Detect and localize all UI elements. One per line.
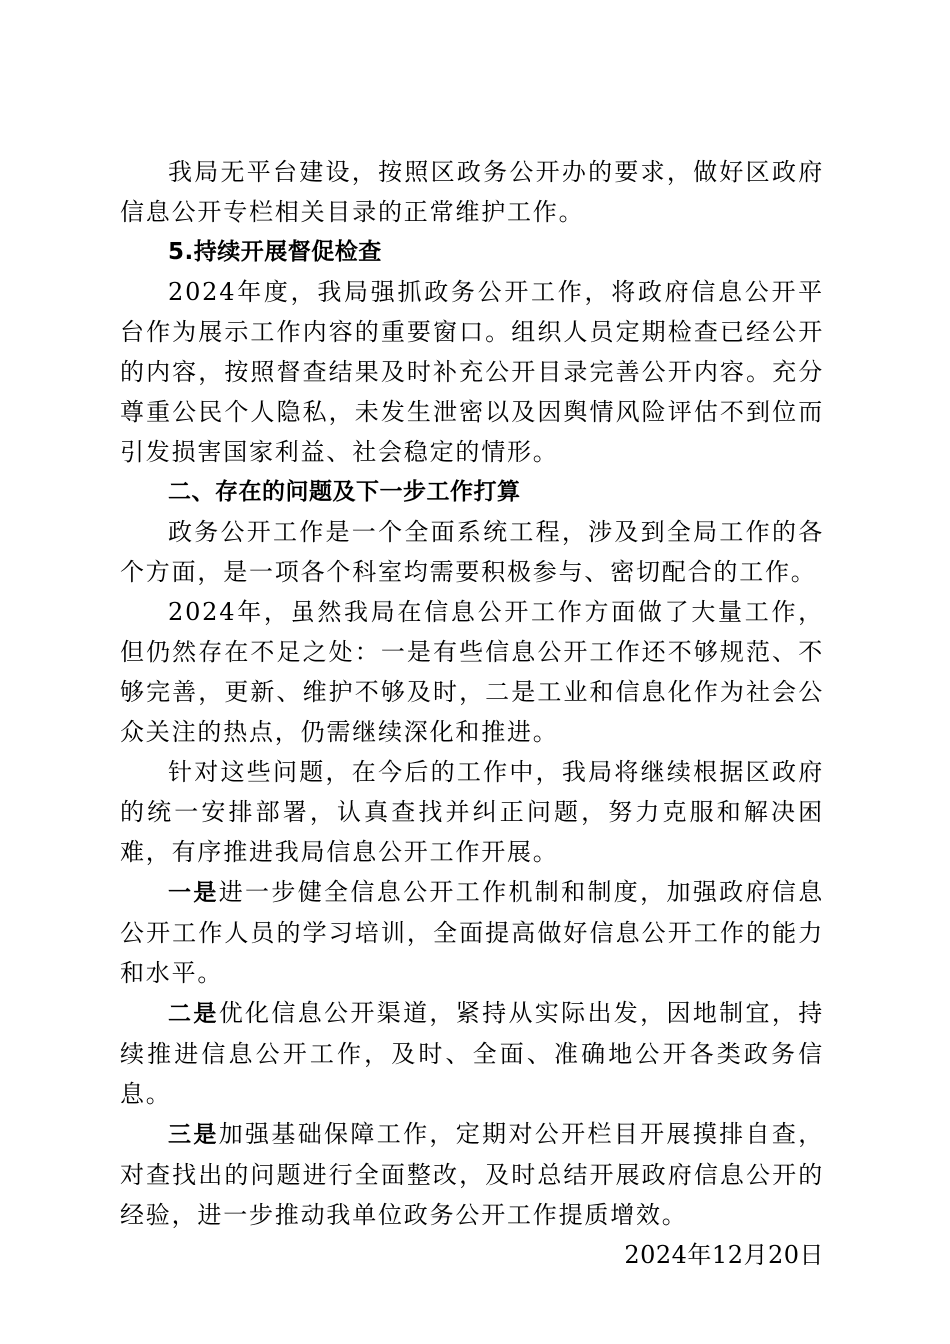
item-two-lead: 二是: [168, 1001, 219, 1027]
document-date: 2024年12月20日: [624, 1241, 824, 1269]
paragraph-supervision: 2024年度，我局强抓政务公开工作，将政府信息公开平台作为展示工作内容的重要窗口。组织人员定期检查已经公开的内容，按照督查结果及时补充公开目录完善公开内容。充分尊重公民个人隐私，未发生泄密以及因舆情风险评估不到位而引发损害国家利益、社会稳定的情形。: [120, 278, 824, 466]
section-heading-supervision: 5.持续开展督促检查: [168, 239, 382, 265]
item-three-lead: 三是: [168, 1122, 219, 1148]
paragraph-item-three: [120, 1114, 824, 1235]
item-three-text: 加强基础保障工作，定期对公开栏目开展摸排自查，对查找出的问题进行全面整改，及时总结开展政府信息公开的经验，进一步推动我单位政务公开工作提质增效。: [120, 1120, 824, 1229]
paragraph-item-one: [120, 872, 824, 993]
paragraph-shortcomings: 2024年，虽然我局在信息公开工作方面做了大量工作，但仍然存在不足之处：一是有些信息公开工作还不够规范、不够完善，更新、维护不够及时，二是工业和信息化作为社会公众关注的热点，仍需继续深化和推进。: [120, 598, 824, 746]
paragraph-platform-maintenance: 我局无平台建设，按照区政务公开办的要求，做好区政府信息公开专栏相关目录的正常维护工作。: [120, 158, 824, 226]
item-one-lead: 一是: [168, 880, 219, 906]
paragraph-next-steps: 针对这些问题，在今后的工作中，我局将继续根据区政府的统一安排部署，认真查找并纠正问题，努力克服和解决困难，有序推进我局信息公开工作开展。: [120, 758, 824, 866]
item-two-text: 优化信息公开渠道，紧持从实际出发，因地制宜，持续推进信息公开工作，及时、全面、准确地公开各类政务信息。: [120, 999, 824, 1108]
document-body: [120, 152, 824, 1275]
paragraph-system-engineering: 政务公开工作是一个全面系统工程，涉及到全局工作的各个方面，是一项各个科室均需要积极参与、密切配合的工作。: [120, 518, 824, 586]
paragraph-item-two: [120, 993, 824, 1114]
section-heading-problems: 二、存在的问题及下一步工作打算: [168, 479, 521, 505]
item-one-text: 进一步健全信息公开工作机制和制度，加强政府信息公开工作人员的学习培训，全面提高做好信息公开工作的能力和水平。: [120, 878, 824, 987]
